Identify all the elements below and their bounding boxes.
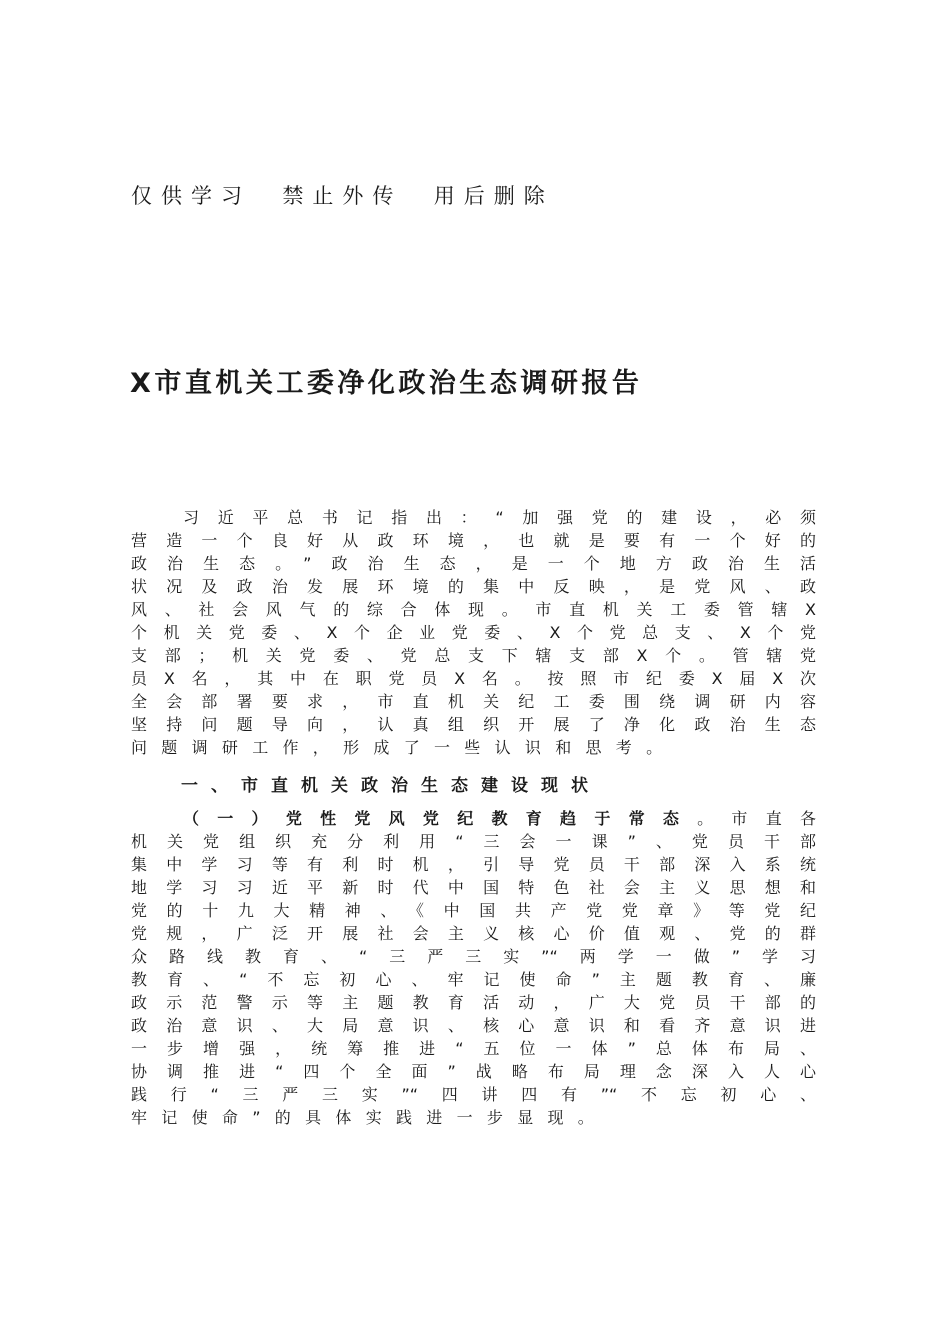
subsection-lead-tail: 。市直各 [697, 809, 816, 828]
text-line: 党的十九大精神、《中国共产党党章》等党纪 [131, 901, 816, 920]
text-line: 问题调研工作，形成了一些认识和思考。 [131, 738, 677, 757]
text-line: 习近平总书记指出：“加强党的建设，必须 [183, 508, 816, 527]
text-line: 众路线教育、“三严三实”“两学一做”学习 [131, 947, 816, 966]
subsection-paragraph [131, 807, 816, 1129]
text-line: 员X名，其中在职党员X名。按照市纪委X届X次 [131, 669, 816, 688]
text-line: 协调推进“四个全面”战略布局理念深入人心 [131, 1062, 816, 1081]
confidentiality-notice: 仅供学习 禁止外传 用后删除 [131, 184, 554, 208]
text-line: 个机关党委、X个企业党委、X个党总支、X个党 [131, 623, 816, 642]
text-line: 政治意识、大局意识、核心意识和看齐意识进 [131, 1016, 816, 1035]
text-line: 党规，广泛开展社会主义核心价值观、党的群 [131, 924, 816, 943]
text-line: 营造一个良好从政环境，也就是要有一个好的 [131, 531, 816, 550]
text-line: 状况及政治发展环境的集中反映，是党风、政 [131, 577, 816, 596]
text-line: 全会部署要求，市直机关纪工委围绕调研内容 [131, 692, 816, 711]
text-line: 政治生态。”政治生态，是一个地方政治生活 [131, 554, 816, 573]
text-line: 践行“三严三实”“四讲四有”“不忘初心、 [131, 1085, 816, 1104]
text-line: 风、社会风气的综合体现。市直机关工委管辖X [131, 600, 816, 619]
text-line: 集中学习等有利时机，引导党员干部深入系统 [131, 855, 816, 874]
document-title: X市直机关工委净化政治生态调研报告 [130, 368, 643, 399]
text-line: 牢记使命”的具体实践进一步显现。 [131, 1108, 609, 1127]
intro-paragraph [131, 506, 816, 759]
subsection-first-line [131, 807, 816, 830]
text-line: 支部；机关党委、党总支下辖支部X个。管辖党 [131, 646, 816, 665]
text-line: 教育、“不忘初心、牢记使命”主题教育、廉 [131, 970, 816, 989]
subsection-heading: （一）党性党风党纪教育趋于常态 [183, 809, 698, 828]
section-heading: 一、市直机关政治生态建设现状 [181, 776, 601, 796]
text-line: 机关党组织充分利用“三会一课”、党员干部 [131, 832, 816, 851]
text-line: 坚持问题导向，认真组织开展了净化政治生态 [131, 715, 816, 734]
text-line: 政示范警示等主题教育活动，广大党员干部的 [131, 993, 816, 1012]
text-line: 一步增强，统筹推进“五位一体”总体布局、 [131, 1039, 816, 1058]
text-line: 地学习习近平新时代中国特色社会主义思想和 [131, 878, 816, 897]
